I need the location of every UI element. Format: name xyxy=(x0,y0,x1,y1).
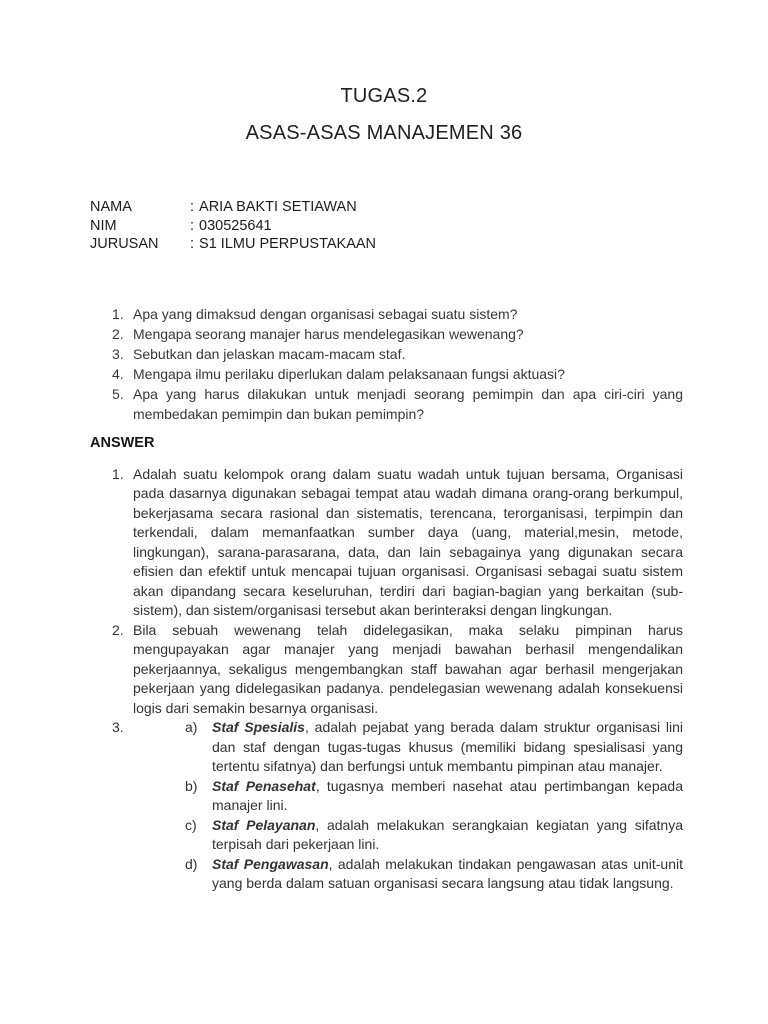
field-separator: : xyxy=(190,236,195,253)
staff-type-item xyxy=(133,816,683,855)
field-label: NIM xyxy=(90,217,117,234)
staff-letter: a) xyxy=(185,719,198,736)
answer-number: 3. xyxy=(112,719,124,736)
question-item xyxy=(90,304,683,324)
field-value: ARIA BAKTI SETIAWAN xyxy=(199,199,357,215)
question-item xyxy=(90,364,683,384)
field-value: 030525641 xyxy=(199,217,272,234)
answers-section xyxy=(90,465,768,894)
staff-name: Staf Spesialis xyxy=(212,719,305,736)
student-field-jurusan xyxy=(90,235,768,254)
staff-name: Staf Penasehat xyxy=(212,777,316,794)
staff-letter: c) xyxy=(185,816,197,833)
staff-types-list xyxy=(133,718,683,894)
question-number: 1. xyxy=(112,305,124,322)
staff-description: , adalah melakukan serangkaian kegiatan yang sifatnya terpisah dari pekerjaan lini. xyxy=(212,816,683,853)
document-title: TUGAS.2 xyxy=(340,85,428,107)
question-text: Mengapa ilmu perilaku diperlukan dalam pelaksanaan fungsi aktuasi? xyxy=(133,365,565,382)
staff-name: Staf Pengawasan xyxy=(212,855,329,872)
question-text: Mengapa seorang manajer harus mendelegasikan wewenang? xyxy=(133,325,524,342)
field-label: NAMA xyxy=(90,199,132,215)
question-number: 2. xyxy=(112,325,124,342)
answer-item xyxy=(90,621,683,719)
staff-description: , adalah pejabat yang berada dalam struktur organisasi lini dan staf dengan tugas-tugas khusus (memiliki bidang spesialisasi yang tertentu sifatnya) dan berfungsi untuk membantu pimpinan atau manajer. xyxy=(212,719,683,775)
question-item xyxy=(90,384,683,424)
answers-list xyxy=(90,465,683,894)
question-item xyxy=(90,324,683,344)
question-text: Apa yang dimaksud dengan organisasi sebagai suatu sistem? xyxy=(133,305,518,322)
answer-text: Adalah suatu kelompok orang dalam suatu wadah untuk tujuan bersama, Organisasi pada dasarnya digunakan sebagai tempat atau wadah dimana orang-orang berkumpul, bekerjasama secara rasional dan sistematis, terencana, terorganisasi, terpimpin dan terkendali, dalam memanfaatkan sumber daya (uang, material,mesin, metode, lingkungan), sarana-parasarana, data, dan lain sebagainya yang digunakan secara efisien dan efektif untuk mencapai tujuan organisasi. Organisasi sebagai suatu sistem akan dipandang secara keseluruhan, terdiri dari bagian-bagian yang berkaitan (sub-sistem), dan sistem/organisasi tersebut akan berinteraksi dengan lingkungan. xyxy=(133,465,683,619)
staff-type-item xyxy=(133,777,683,816)
staff-name: Staf Pelayanan xyxy=(212,816,316,833)
question-text: Apa yang harus dilakukan untuk menjadi seorang pemimpin dan apa ciri-ciri yang membedakan pemimpin dan bukan pemimpin? xyxy=(133,385,683,422)
question-number: 3. xyxy=(112,345,124,362)
field-separator: : xyxy=(190,199,195,215)
field-label: JURUSAN xyxy=(90,236,159,253)
answer-text: Bila sebuah wewenang telah didelegasikan, maka selaku pimpinan harus mengupayakan agar manajer yang menjadi bawahan berhasil mengendalikan pekerjaannya, sekaligus mengembangkan staff bawahan agar berhasil mengerjakan pekerjaan yang didelegasikan padanya. pendelegasian wewenang adalah konsekuensi logis dari semakin besarnya organisasi. xyxy=(133,621,683,716)
field-value: S1 ILMU PERPUSTAKAAN xyxy=(199,236,377,253)
question-text: Sebutkan dan jelaskan macam-macam staf. xyxy=(133,345,406,362)
question-number: 4. xyxy=(112,365,124,382)
question-number: 5. xyxy=(112,385,124,402)
staff-type-item xyxy=(133,855,683,894)
questions-list xyxy=(90,304,683,424)
answer-number: 2. xyxy=(112,621,124,638)
student-field-nim xyxy=(90,217,768,236)
staff-description: , tugasnya memberi nasehat atau pertimbangan kepada manajer lini. xyxy=(212,777,683,814)
title-block xyxy=(0,0,768,152)
answer-item xyxy=(90,718,683,894)
question-item xyxy=(90,344,683,364)
staff-type-item xyxy=(133,718,683,777)
answer-item xyxy=(90,465,683,621)
staff-letter: b) xyxy=(185,777,198,794)
answer-number: 1. xyxy=(112,465,124,482)
student-field-nama xyxy=(90,198,768,217)
field-separator: : xyxy=(190,217,195,234)
answer-heading: ANSWER xyxy=(90,434,155,451)
staff-letter: d) xyxy=(185,855,198,872)
questions-section xyxy=(90,304,768,424)
course-title: ASAS-ASAS MANAJEMEN 36 xyxy=(245,122,523,144)
staff-description: , adalah melakukan tindakan pengawasan atas unit-unit yang berda dalam satuan organisasi secara langsung atau tidak langsung. xyxy=(212,855,683,892)
student-info xyxy=(90,198,768,254)
